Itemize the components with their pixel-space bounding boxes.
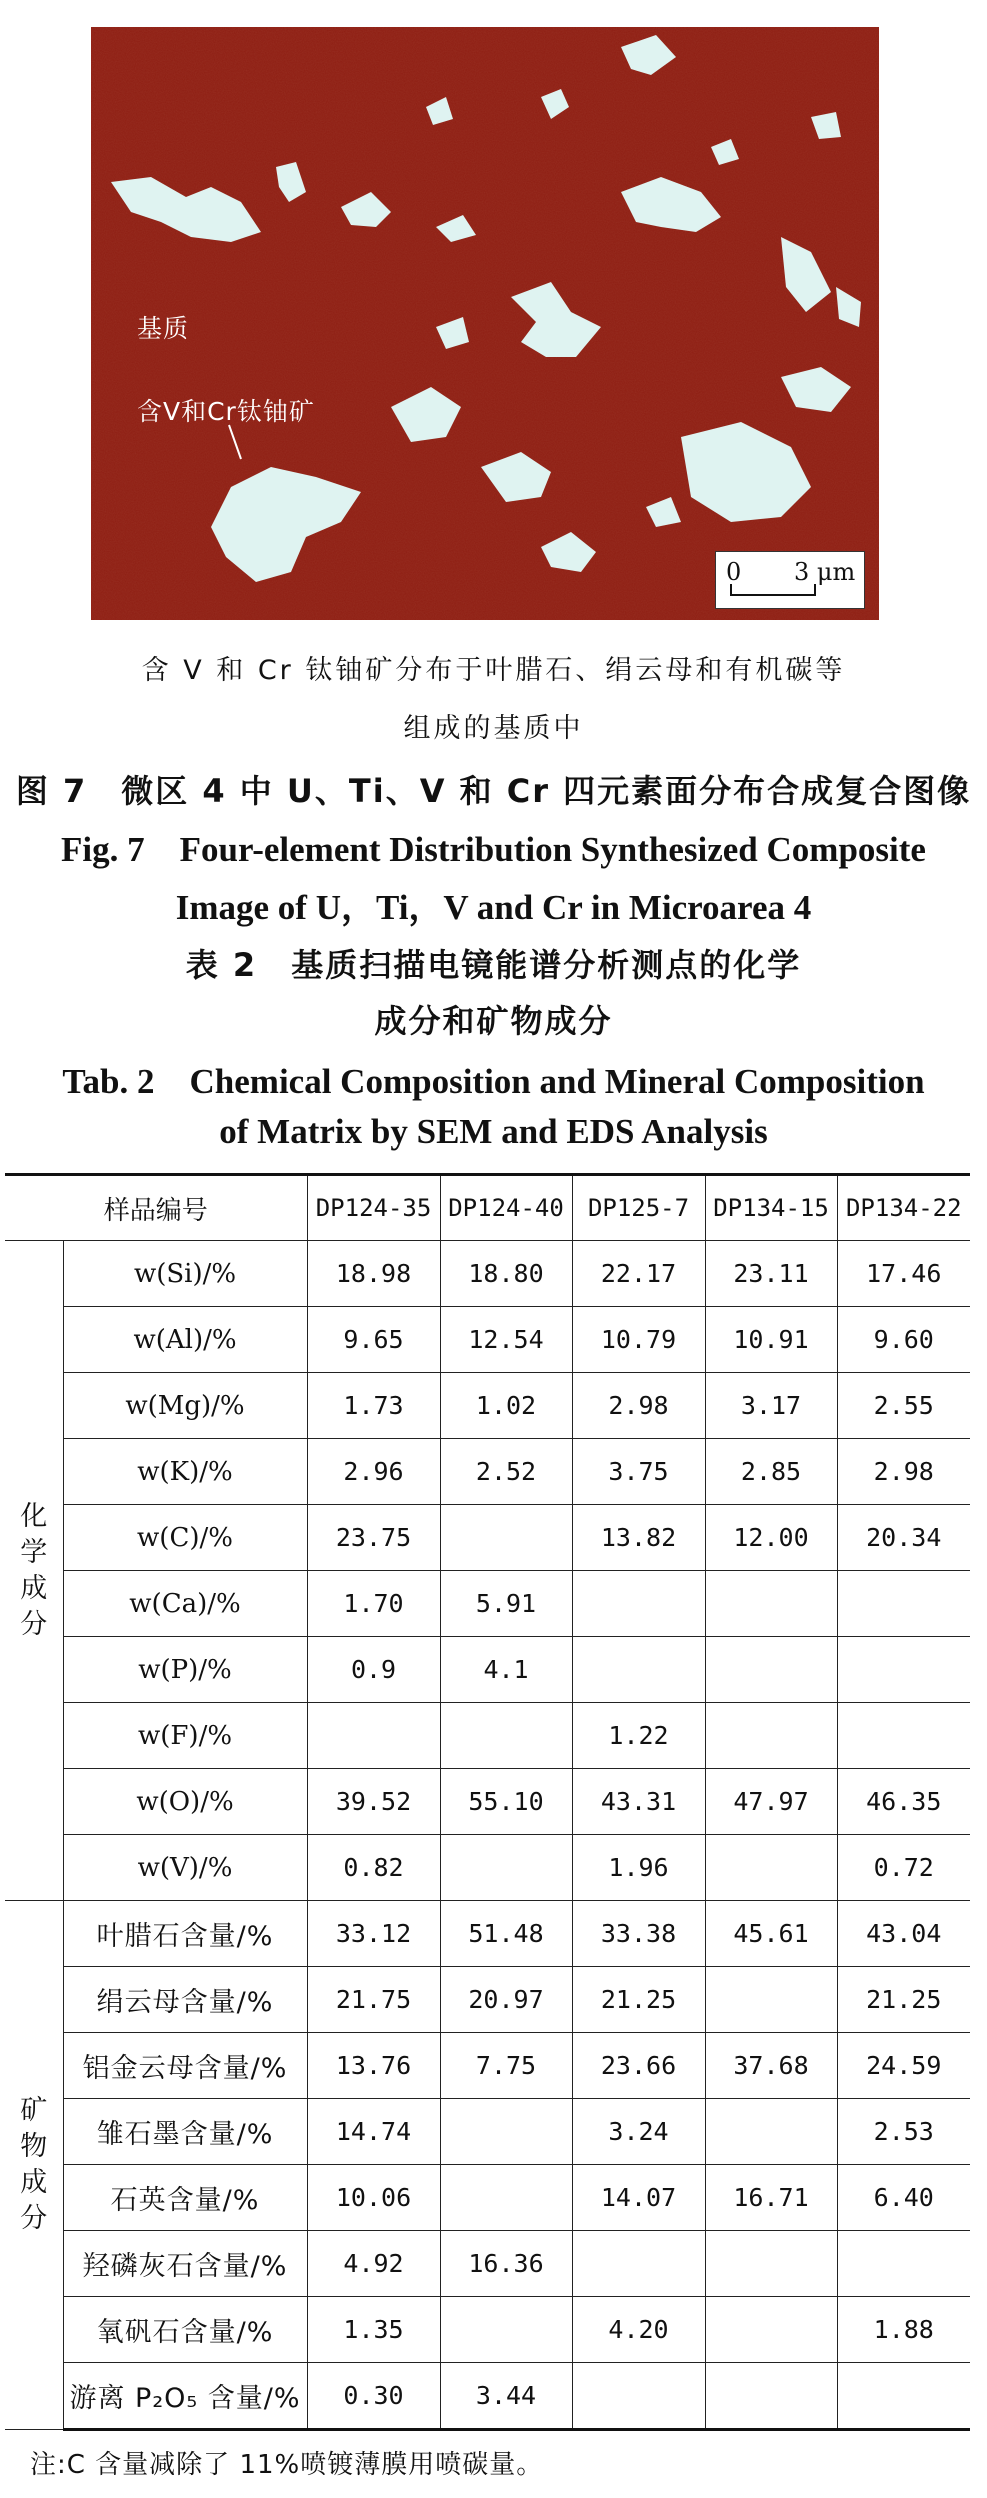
table-cell: 3.17 (705, 1373, 837, 1439)
row-label: w(V)/% (63, 1835, 307, 1901)
table-cell (705, 1571, 837, 1637)
element-map-image (91, 27, 879, 620)
table-cell: 3.24 (572, 2099, 705, 2165)
table-row (5, 1505, 970, 1571)
table-header-row (5, 1175, 970, 1241)
table-row (5, 1373, 970, 1439)
table-cell: 21.75 (307, 1967, 440, 2033)
table-cell: 0.9 (307, 1637, 440, 1703)
table-cell: 24.59 (837, 2033, 970, 2099)
table-cell: 14.74 (307, 2099, 440, 2165)
table-cell (440, 2297, 572, 2363)
table-cell: 45.61 (705, 1901, 837, 1967)
table-cell: 12.00 (705, 1505, 837, 1571)
row-label: w(O)/% (63, 1769, 307, 1835)
group-label-char: 矿 (20, 2095, 48, 2126)
row-label: 铝金云母含量/% (63, 2033, 307, 2099)
table-cell: 1.02 (440, 1373, 572, 1439)
table-cell (837, 1571, 970, 1637)
column-header: DP124-35 (307, 1175, 440, 1241)
table-cell: 4.20 (572, 2297, 705, 2363)
table-cell: 1.22 (572, 1703, 705, 1769)
figure-title-zh: 图 7 微区 4 中 U、Ti、V 和 Cr 四元素面分布合成复合图像 (15, 772, 972, 810)
table-cell: 1.88 (837, 2297, 970, 2363)
table-cell: 3.44 (440, 2363, 572, 2430)
table-cell: 14.07 (572, 2165, 705, 2231)
table-cell: 18.80 (440, 1241, 572, 1307)
table-cell: 43.04 (837, 1901, 970, 1967)
table-cell: 6.40 (837, 2165, 970, 2231)
table-title-en-line-1: Tab. 2 Chemical Composition and Mineral Composition (62, 1062, 925, 1101)
table-cell: 10.06 (307, 2165, 440, 2231)
row-label: 羟磷灰石含量/% (63, 2231, 307, 2297)
group-label-char: 成 (20, 2167, 48, 2198)
table-row (5, 2099, 970, 2165)
table-row (5, 2363, 970, 2430)
table-cell: 55.10 (440, 1769, 572, 1835)
sample-id-header: 样品编号 (5, 1175, 307, 1241)
table-cell: 9.60 (837, 1307, 970, 1373)
table-row (5, 1703, 970, 1769)
row-label: 石英含量/% (63, 2165, 307, 2231)
table-row (5, 2165, 970, 2231)
table-cell (440, 1505, 572, 1571)
table-cell (572, 2231, 705, 2297)
table-cell: 20.34 (837, 1505, 970, 1571)
table-cell (307, 1703, 440, 1769)
table-cell: 46.35 (837, 1769, 970, 1835)
table-cell (440, 2099, 572, 2165)
table-cell (572, 1571, 705, 1637)
table-cell (837, 1637, 970, 1703)
table-cell: 1.96 (572, 1835, 705, 1901)
figure-title-en-line-2: Image of U，Ti，V and Cr in Microarea 4 (175, 888, 812, 927)
composite-element-map (91, 27, 879, 620)
table-cell: 22.17 (572, 1241, 705, 1307)
table-cell: 10.79 (572, 1307, 705, 1373)
row-label: 叶腊石含量/% (63, 1901, 307, 1967)
table-cell: 4.92 (307, 2231, 440, 2297)
scale-bar-end: 3 μm (794, 558, 856, 586)
table-cell (440, 1703, 572, 1769)
mineral-composition-group (5, 1901, 63, 2430)
group-label-char: 分 (20, 1608, 48, 1640)
table-cell: 18.98 (307, 1241, 440, 1307)
table-cell: 1.73 (307, 1373, 440, 1439)
table-row (5, 1241, 970, 1307)
table-cell (705, 2099, 837, 2165)
composition-table (5, 1173, 970, 2431)
table-cell: 0.82 (307, 1835, 440, 1901)
row-label: w(P)/% (63, 1637, 307, 1703)
row-label: 游离 P₂O₅ 含量/% (63, 2363, 307, 2430)
table-cell: 16.71 (705, 2165, 837, 2231)
table-cell: 17.46 (837, 1241, 970, 1307)
table-body (5, 1241, 970, 2430)
table-row (5, 2231, 970, 2297)
table-title-zh-line-2: 成分和矿物成分 (374, 1002, 613, 1040)
table-row (5, 1967, 970, 2033)
table-cell (705, 2363, 837, 2430)
row-label: w(Si)/% (63, 1241, 307, 1307)
table-title-en-line-2: of Matrix by SEM and EDS Analysis (219, 1112, 768, 1151)
table-footnote: 注:C 含量减除了 11%喷镀薄膜用喷碳量。 (30, 2450, 544, 2480)
column-header: DP134-22 (837, 1175, 970, 1241)
table-cell: 10.91 (705, 1307, 837, 1373)
table-cell: 21.25 (837, 1967, 970, 2033)
scale-bar (715, 551, 865, 609)
table-cell: 23.75 (307, 1505, 440, 1571)
table-cell: 2.96 (307, 1439, 440, 1505)
table-cell: 0.72 (837, 1835, 970, 1901)
table-cell: 21.25 (572, 1967, 705, 2033)
table-cell: 13.76 (307, 2033, 440, 2099)
table-cell: 33.12 (307, 1901, 440, 1967)
table-cell: 7.75 (440, 2033, 572, 2099)
row-label: 雏石墨含量/% (63, 2099, 307, 2165)
scale-bar-start: 0 (726, 558, 742, 586)
table-cell: 47.97 (705, 1769, 837, 1835)
table-cell: 9.65 (307, 1307, 440, 1373)
chemical-composition-group (5, 1241, 63, 1901)
table-cell (440, 2165, 572, 2231)
table-cell: 51.48 (440, 1901, 572, 1967)
table-cell: 2.85 (705, 1439, 837, 1505)
table-cell: 12.54 (440, 1307, 572, 1373)
table-cell (572, 1637, 705, 1703)
table-cell: 13.82 (572, 1505, 705, 1571)
group-label-char: 分 (20, 2203, 48, 2234)
row-label: 绢云母含量/% (63, 1967, 307, 2033)
table-cell: 39.52 (307, 1769, 440, 1835)
scale-bar-line (730, 584, 816, 596)
table-cell: 4.1 (440, 1637, 572, 1703)
table-cell: 43.31 (572, 1769, 705, 1835)
table-row (5, 1439, 970, 1505)
table-cell (837, 2231, 970, 2297)
table-row (5, 1307, 970, 1373)
table-cell: 2.52 (440, 1439, 572, 1505)
table-cell (705, 2231, 837, 2297)
table-cell (705, 1637, 837, 1703)
matrix-label: 基质 (137, 314, 190, 343)
group-label-char: 物 (20, 2131, 48, 2162)
table-cell (705, 1835, 837, 1901)
table-cell: 5.91 (440, 1571, 572, 1637)
row-label: 氧矾石含量/% (63, 2297, 307, 2363)
table-cell: 1.70 (307, 1571, 440, 1637)
table-row (5, 2297, 970, 2363)
row-label: w(C)/% (63, 1505, 307, 1571)
group-label-char: 化 (20, 1500, 48, 1532)
table-cell (705, 2297, 837, 2363)
table-cell: 0.30 (307, 2363, 440, 2430)
column-header: DP134-15 (705, 1175, 837, 1241)
table-cell (837, 1703, 970, 1769)
table-cell (440, 1835, 572, 1901)
table-row (5, 1901, 970, 1967)
table-cell: 23.66 (572, 2033, 705, 2099)
table-cell (837, 2363, 970, 2430)
table-cell: 3.75 (572, 1439, 705, 1505)
figure-note-line-1: 含 V 和 Cr 钛铀矿分布于叶腊石、绢云母和有机碳等 (141, 655, 846, 686)
table-cell: 2.53 (837, 2099, 970, 2165)
table-cell: 1.35 (307, 2297, 440, 2363)
table-row (5, 2033, 970, 2099)
row-label: w(K)/% (63, 1439, 307, 1505)
table-row (5, 1769, 970, 1835)
figure-note-line-2: 组成的基质中 (403, 713, 584, 744)
table-cell: 2.55 (837, 1373, 970, 1439)
table-cell: 2.98 (572, 1373, 705, 1439)
table-cell (572, 2363, 705, 2430)
table-cell (705, 1967, 837, 2033)
column-header: DP125-7 (572, 1175, 705, 1241)
column-header: DP124-40 (440, 1175, 572, 1241)
group-label-char: 成 (20, 1572, 48, 1604)
table-row (5, 1571, 970, 1637)
row-label: w(F)/% (63, 1703, 307, 1769)
table-cell: 2.98 (837, 1439, 970, 1505)
table-cell: 20.97 (440, 1967, 572, 2033)
table-cell: 23.11 (705, 1241, 837, 1307)
row-label: w(Al)/% (63, 1307, 307, 1373)
table-title-zh-line-1: 表 2 基质扫描电镜能谱分析测点的化学 (185, 946, 802, 984)
table-row (5, 1637, 970, 1703)
figure-title-en-line-1: Fig. 7 Four-element Distribution Synthesized Composite (61, 830, 926, 869)
table-cell: 37.68 (705, 2033, 837, 2099)
row-label: w(Mg)/% (63, 1373, 307, 1439)
table-cell (705, 1703, 837, 1769)
row-label: w(Ca)/% (63, 1571, 307, 1637)
mineral-label: 含V和Cr钛铀矿 (137, 397, 315, 426)
group-label-char: 学 (20, 1536, 48, 1568)
table-cell: 33.38 (572, 1901, 705, 1967)
table-cell: 16.36 (440, 2231, 572, 2297)
table-row (5, 1835, 970, 1901)
